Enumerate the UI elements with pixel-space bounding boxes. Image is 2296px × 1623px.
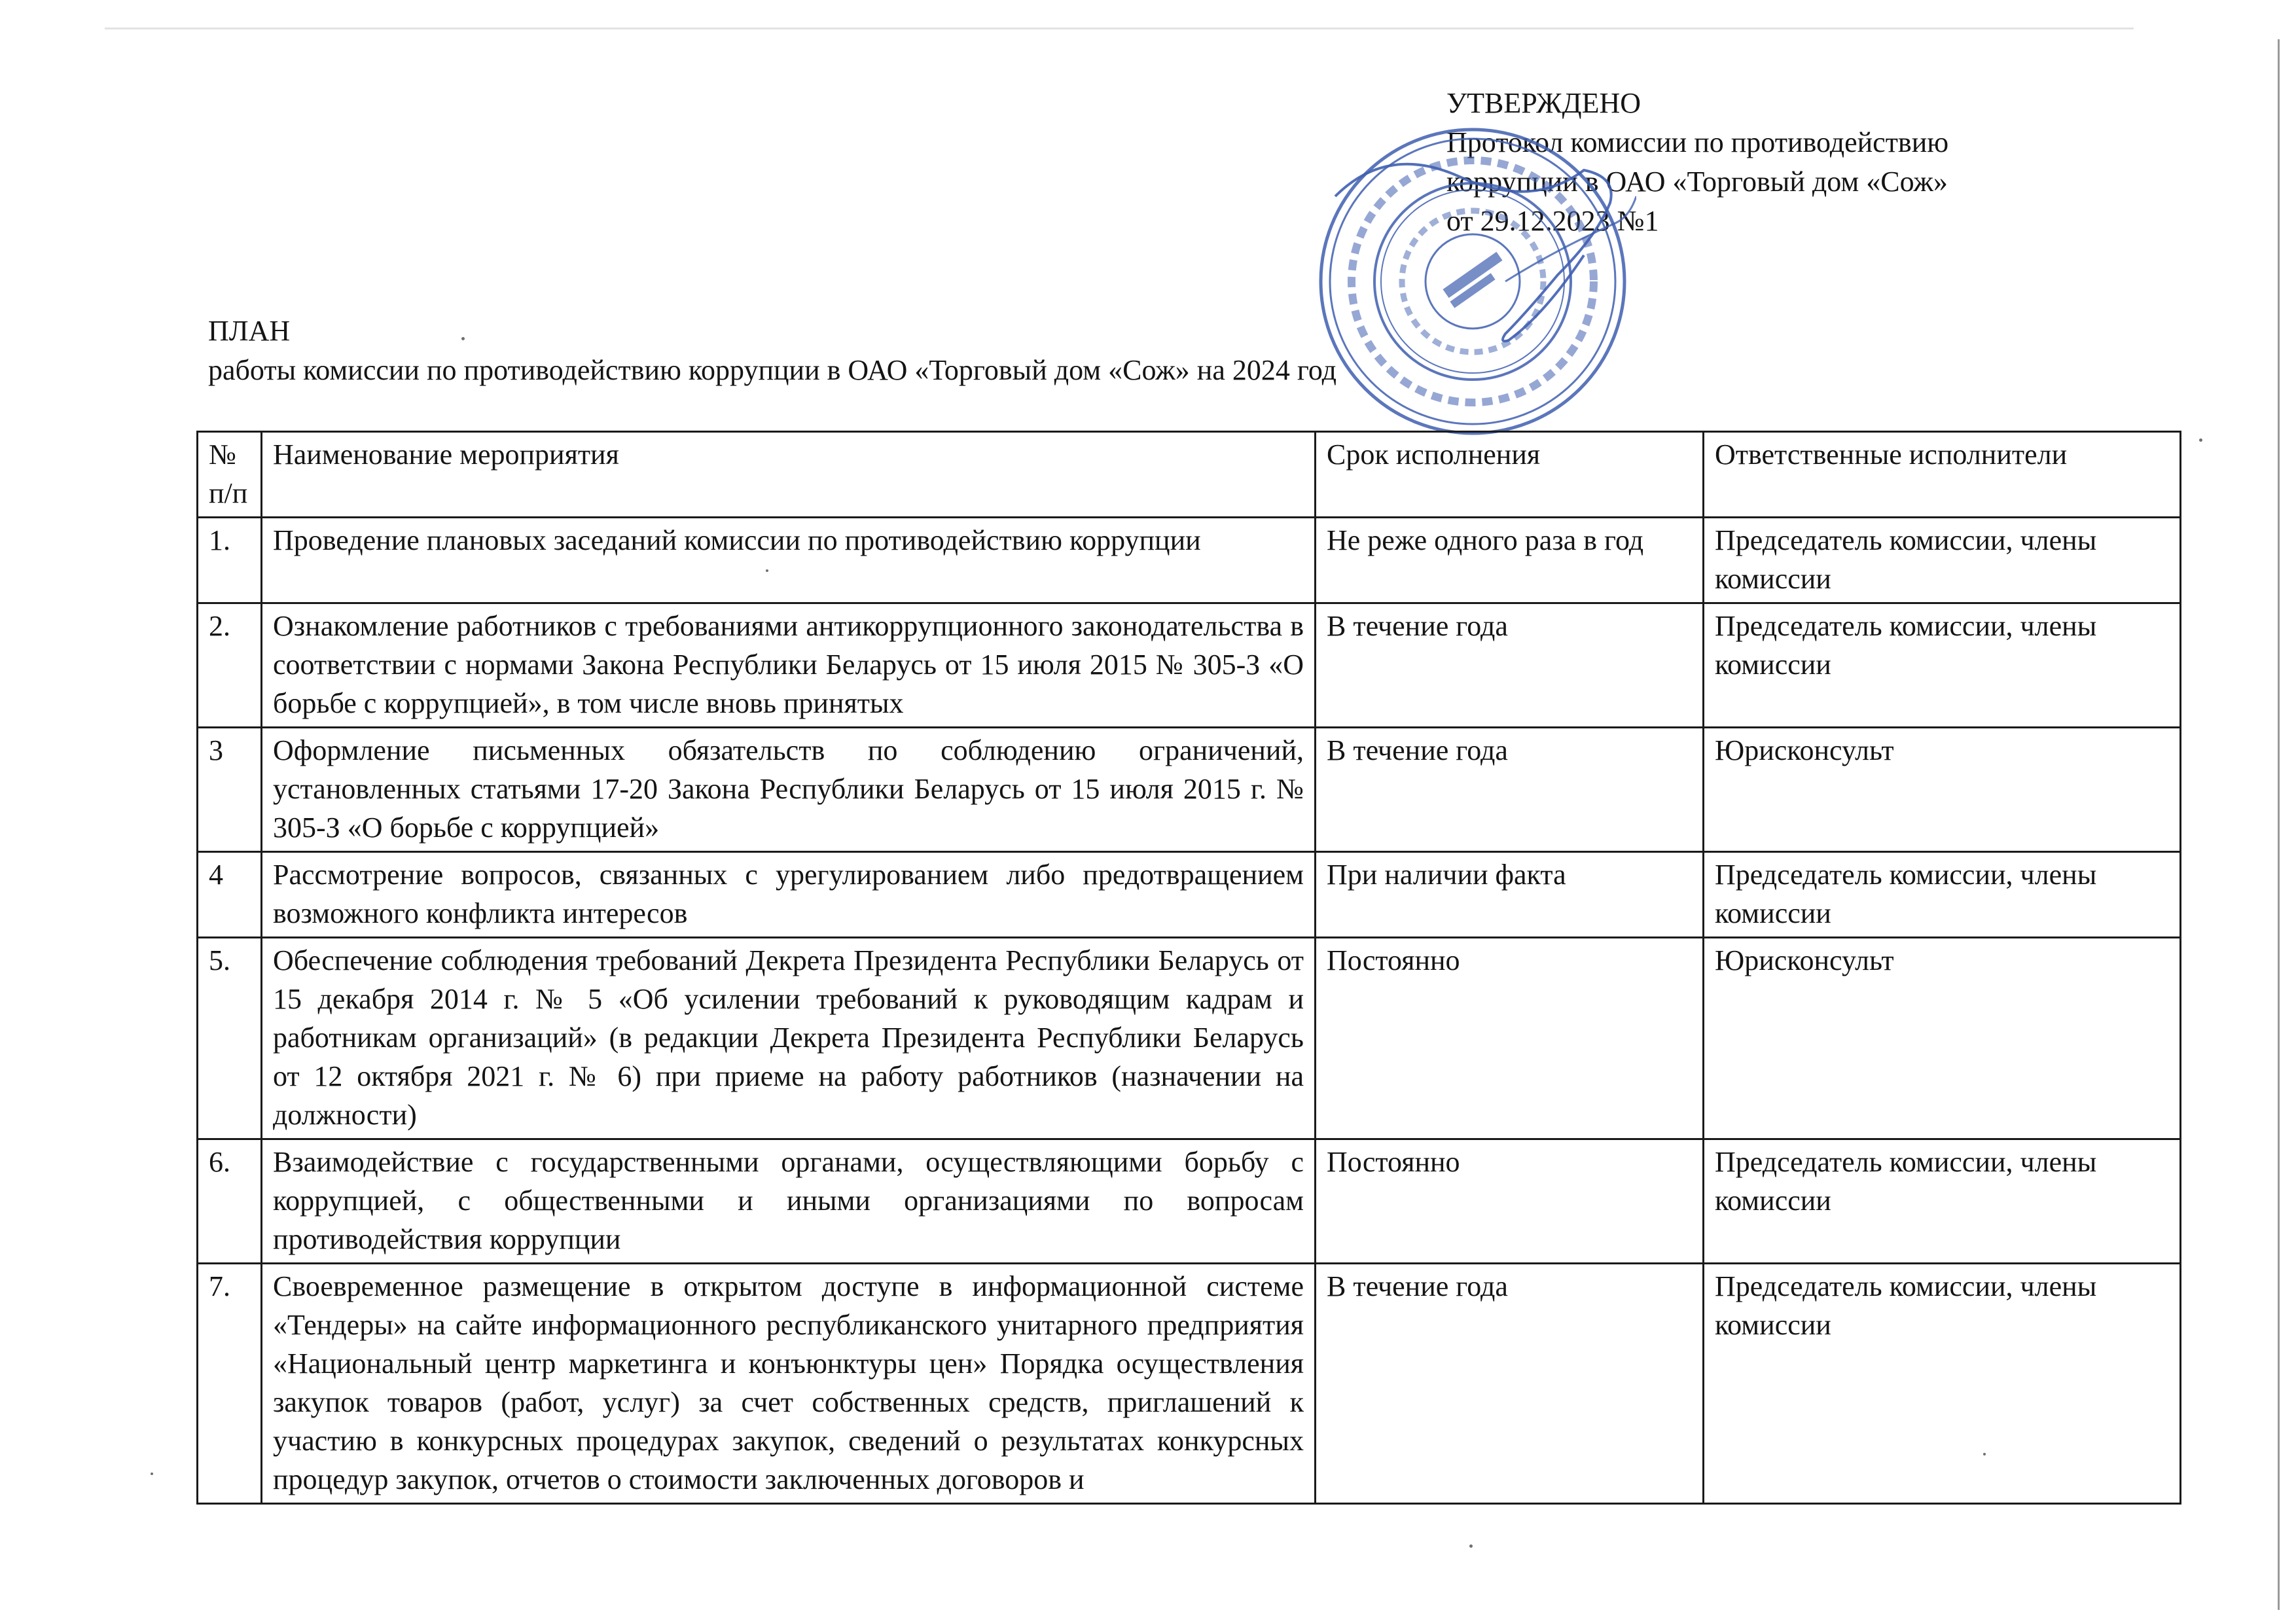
row-num: 6. [198, 1139, 262, 1264]
row-responsible: Юрисконсульт [1704, 728, 2181, 852]
table-row [198, 1139, 2181, 1264]
scan-edge-top [105, 27, 2134, 29]
approval-date-line: от 29.12.2023 №1 [1446, 205, 1659, 237]
row-name: Взаимодействие с государственными органами, осуществляющими борьбу с коррупцией, с общественными и иными организациями по вопросам противодействия коррупции [262, 1139, 1316, 1264]
row-num: 3 [198, 728, 262, 852]
row-name: Оформление письменных обязательств по соблюдению ограничений, установленных статьями 17-20 Закона Республики Беларусь от 15 июля 2015 г. № 305-З «О борьбе с коррупцией» [262, 728, 1316, 852]
row-deadline: В течение года [1316, 603, 1704, 728]
table-row [198, 1264, 2181, 1504]
row-num: 7. [198, 1264, 262, 1504]
header-name: Наименование мероприятия [262, 432, 1316, 518]
row-deadline: Постоянно [1316, 938, 1704, 1139]
plan-subtitle: работы комиссии по противодействию коррупции в ОАО «Торговый дом «Сож» на 2024 год [208, 354, 1336, 386]
row-deadline: В течение года [1316, 728, 1704, 852]
table-header-row [198, 432, 2181, 518]
row-name: Рассмотрение вопросов, связанных с урегулированием либо предотвращением возможного конфликта интересов [262, 852, 1316, 938]
row-responsible: Председатель комиссии, члены комиссии [1704, 852, 2181, 938]
approval-protocol-line: Протокол комиссии по противодействию [1446, 126, 1949, 158]
row-name: Проведение плановых заседаний комиссии по противодействию коррупции [262, 518, 1316, 603]
scan-edge-right [2278, 39, 2280, 1610]
approval-block [1446, 84, 2101, 241]
row-name: Своевременное размещение в открытом доступе в информационной системе «Тендеры» на сайте информационного республиканского унитарного предприятия «Национальный центр маркетинга и конъюнктуры цен» Порядка осуществления закупок товаров (работ, услуг) за счет собственных средств, приглашений к участию в конкурсных процедурах закупок, сведений о результатах конкурсных процедур закупок, отчетов о стоимости заключенных договоров и [262, 1264, 1316, 1504]
row-responsible: Председатель комиссии, члены комиссии [1704, 1139, 2181, 1264]
row-name: Ознакомление работников с требованиями антикоррупционного законодательства в соответствии с нормами Закона Республики Беларусь от 15 июля 2015 № 305-З «О борьбе с коррупцией», в том числе вновь принятых [262, 603, 1316, 728]
header-deadline: Срок исполнения [1316, 432, 1704, 518]
row-responsible: Юрисконсульт [1704, 938, 2181, 1139]
approval-organization-line: коррупции в ОАО «Торговый дом «Сож» [1446, 166, 1948, 198]
row-responsible: Председатель комиссии, члены комиссии [1704, 1264, 2181, 1504]
scan-speck [151, 1472, 153, 1475]
header-num: № п/п [198, 432, 262, 518]
row-num: 4 [198, 852, 262, 938]
table-row [198, 603, 2181, 728]
header-responsible: Ответственные исполнители [1704, 432, 2181, 518]
table-row [198, 938, 2181, 1139]
row-name: Обеспечение соблюдения требований Декрета Президента Республики Беларусь от 15 декабря 2014 г. № 5 «Об усилении требований к руководящим кадрам и работникам организаций» (в редакции Декрета Президента Республики Беларусь от 12 октября 2021 г. № 6) при приеме на работу работников (назначении на должности) [262, 938, 1316, 1139]
table-row [198, 852, 2181, 938]
row-responsible: Председатель комиссии, члены комиссии [1704, 518, 2181, 603]
table-row [198, 518, 2181, 603]
row-num: 1. [198, 518, 262, 603]
scan-speck [1469, 1544, 1473, 1548]
plan-table [196, 431, 2181, 1505]
row-num: 2. [198, 603, 262, 728]
row-responsible: Председатель комиссии, члены комиссии [1704, 603, 2181, 728]
table-row [198, 728, 2181, 852]
plan-heading [208, 312, 1336, 390]
row-deadline: При наличии факта [1316, 852, 1704, 938]
row-deadline: Не реже одного раза в год [1316, 518, 1704, 603]
row-deadline: Постоянно [1316, 1139, 1704, 1264]
approval-title: УТВЕРЖДЕНО [1446, 87, 1641, 119]
row-deadline: В течение года [1316, 1264, 1704, 1504]
plan-title: ПЛАН [208, 315, 291, 347]
scan-speck [2199, 438, 2202, 442]
row-num: 5. [198, 938, 262, 1139]
